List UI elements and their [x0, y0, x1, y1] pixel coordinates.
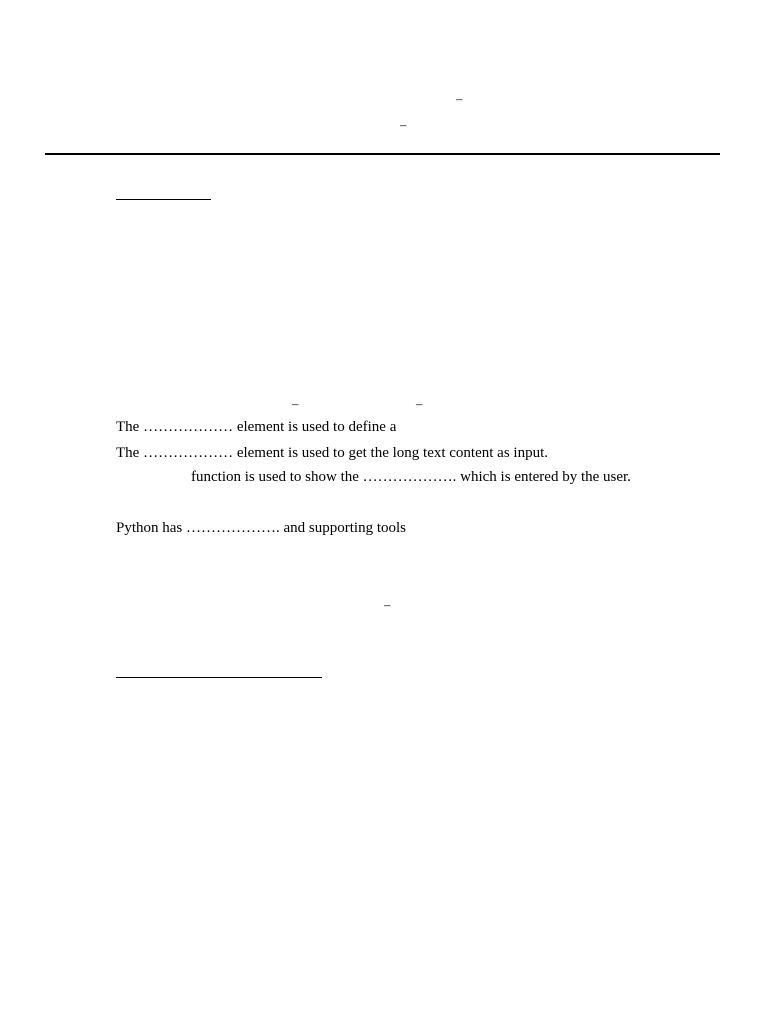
question-line-1: The ……………… element is used to define a [116, 419, 397, 435]
header-divider [45, 153, 720, 155]
blank-marker-a: – [292, 396, 299, 411]
section-heading-underline-1 [116, 199, 211, 200]
header-dash-2: – [400, 117, 407, 132]
section-heading-underline-2 [116, 677, 322, 678]
question-line-2: The ……………… element is used to get the long text content as input. [116, 445, 549, 461]
question-line-3: function is used to show the ………………. which is entered by the user. [191, 469, 631, 485]
blank-marker-b: – [416, 396, 423, 411]
header-dash-1: – [456, 91, 463, 106]
question-line-4: Python has ………………. and supporting tools [116, 520, 407, 536]
blank-marker-c: – [384, 597, 391, 612]
